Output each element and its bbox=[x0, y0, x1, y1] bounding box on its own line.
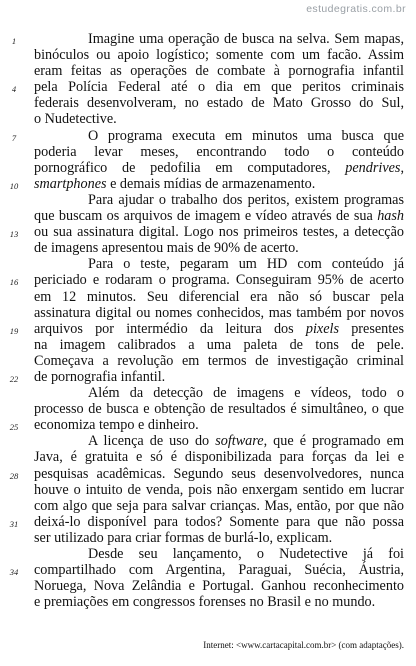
text-line bbox=[0, 240, 416, 256]
text-line bbox=[0, 111, 416, 127]
line-text: compartilhado com Argentina, Paraguai, Suécia, Áustria, bbox=[34, 562, 404, 579]
text-line bbox=[0, 562, 416, 578]
line-text: na imagem calibrados a uma paleta de tons de pele. bbox=[34, 336, 404, 353]
line-text: de pornografia infantil. bbox=[34, 368, 166, 385]
text-line bbox=[0, 47, 416, 63]
text-line bbox=[0, 144, 416, 160]
line-number: 28 bbox=[9, 470, 19, 481]
line-text: e premiações em congressos forenses no Brasil e no mundo. bbox=[34, 594, 376, 611]
line-text: pela Polícia Federal até o dia em que peritos criminais bbox=[34, 79, 404, 96]
line-number: 31 bbox=[9, 518, 19, 529]
line-text: Imagine uma operação de busca na selva. Sem mapas, bbox=[88, 31, 404, 47]
text-line bbox=[0, 530, 416, 546]
line-text: pesquisas acadêmicas. Segundo seus desenvolvedores, nunca bbox=[34, 465, 404, 482]
text-line bbox=[0, 594, 416, 610]
line-number: 22 bbox=[9, 373, 19, 384]
line-text: periciado e rodaram o programa. Conseguiram 95% de acerto bbox=[34, 272, 404, 289]
line-text: deixá-lo disponível para todos? Somente para que não possa bbox=[34, 513, 404, 530]
text-line bbox=[0, 208, 416, 224]
line-text: assinatura digital ou nomes conhecidos, mas também por novos bbox=[34, 304, 404, 321]
line-text: Começava a revolução em termos de investigação criminal bbox=[34, 352, 404, 369]
text-line bbox=[0, 417, 416, 433]
text-line bbox=[0, 289, 416, 305]
text-line bbox=[0, 466, 416, 482]
line-text: poderia levar meses, encontrando todo o conteúdo bbox=[34, 143, 404, 160]
line-text: Desde seu lançamento, o Nudetective já foi bbox=[88, 546, 404, 562]
line-text: smartphones e demais mídias de armazenamento. bbox=[34, 175, 316, 192]
text-line bbox=[0, 353, 416, 369]
article-body bbox=[0, 31, 416, 610]
text-line bbox=[0, 401, 416, 417]
line-text: Além da detecção de imagens e vídeos, todo o bbox=[88, 385, 404, 402]
line-text: pornográfico de pedofilia em computadores, pendrives, bbox=[34, 159, 404, 176]
text-line bbox=[0, 385, 416, 401]
text-line bbox=[0, 160, 416, 176]
text-line bbox=[0, 95, 416, 111]
line-number: 25 bbox=[9, 422, 19, 433]
text-line bbox=[0, 79, 416, 95]
text-line bbox=[0, 337, 416, 353]
line-number: 1 bbox=[11, 36, 17, 46]
text-line bbox=[0, 272, 416, 288]
line-number: 4 bbox=[11, 84, 17, 95]
line-text: de imagens apresentou mais de 90% de acerto. bbox=[34, 240, 299, 257]
text-line bbox=[0, 369, 416, 385]
text-line bbox=[0, 433, 416, 449]
text-line bbox=[0, 192, 416, 208]
line-text: em 12 minutos. Seu diferencial era não só buscar pela bbox=[34, 288, 404, 305]
line-text: Para o teste, pegaram um HD com conteúdo já bbox=[88, 256, 404, 273]
text-line bbox=[0, 482, 416, 498]
line-number: 13 bbox=[9, 229, 19, 240]
line-text: eram feitas as operações de combate à pornografia infantil bbox=[34, 63, 404, 80]
text-line bbox=[0, 514, 416, 530]
line-text: ou sua assinatura digital. Logo nos primeiros testes, a detecção bbox=[34, 224, 404, 241]
line-text: economiza tempo e dinheiro. bbox=[34, 417, 199, 434]
text-line bbox=[0, 578, 416, 594]
line-text: com algo que seja para salvar crianças. Mas, então, por que não bbox=[34, 497, 404, 514]
text-line bbox=[0, 546, 416, 562]
line-number: 19 bbox=[9, 325, 19, 336]
line-text: processo de busca e obtenção de resultados é simultâneo, o que bbox=[34, 401, 404, 418]
text-line bbox=[0, 176, 416, 192]
text-line bbox=[0, 449, 416, 465]
line-text: houve o intuito de venda, pois não enxergam sentido em lucrar bbox=[34, 481, 404, 498]
text-line bbox=[0, 498, 416, 514]
line-text: o Nudetective. bbox=[34, 111, 117, 128]
line-text: Noruega, Nova Zelândia e Portugal. Ganhou reconhecimento bbox=[34, 578, 404, 595]
text-line bbox=[0, 321, 416, 337]
text-line bbox=[0, 224, 416, 240]
line-number: 10 bbox=[9, 180, 19, 191]
line-text: ser utilizado para criar formas de burlá-lo, explicam. bbox=[34, 529, 333, 546]
line-text: que buscam os arquivos de imagem e vídeo através de sua hash bbox=[34, 208, 404, 225]
text-line bbox=[0, 63, 416, 79]
text-line bbox=[0, 305, 416, 321]
text-line bbox=[0, 31, 416, 47]
text-line bbox=[0, 256, 416, 272]
line-text: O programa executa em minutos uma busca que bbox=[88, 127, 404, 144]
line-number: 34 bbox=[9, 567, 19, 578]
line-number: 16 bbox=[9, 277, 19, 288]
line-number: 7 bbox=[11, 132, 17, 143]
line-text: federais desenvolveram, no estado de Mato Grosso do Sul, bbox=[34, 95, 404, 112]
line-text: binóculos ou apoio logístico; somente com um facão. Assim bbox=[34, 47, 404, 64]
line-text: arquivos por intermédio da leitura dos pixels presentes bbox=[34, 320, 404, 337]
source-citation: Internet: <www.cartacapital.com.br> (com adaptações). bbox=[203, 640, 404, 650]
line-text: A licença de uso do software, que é programado em bbox=[88, 433, 404, 450]
text-line bbox=[0, 128, 416, 144]
line-text: Para ajudar o trabalho dos peritos, existem programas bbox=[88, 191, 404, 208]
line-text: Java, é gratuita e só é disponibilizada para forças da lei e bbox=[34, 449, 404, 466]
site-watermark: estudegratis.com.br bbox=[306, 3, 406, 15]
